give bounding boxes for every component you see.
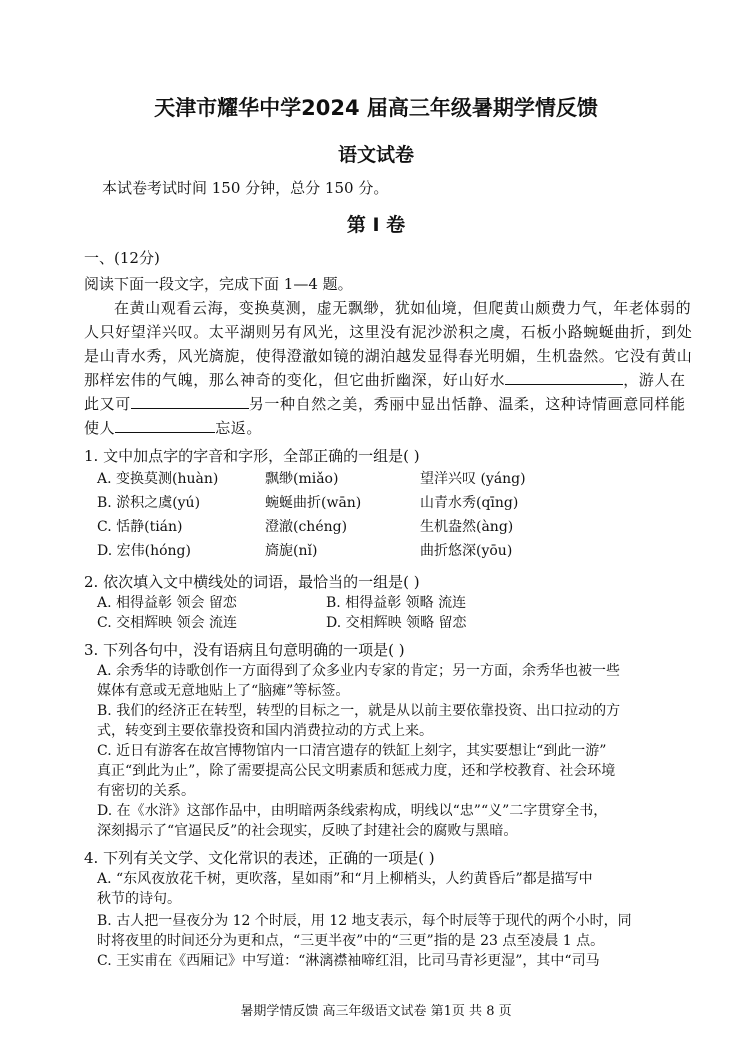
q1-option-d-2: 旖旎(nǐ) <box>265 543 318 559</box>
fill-blank <box>115 418 215 433</box>
q1-option-d-1: D. 宏伟(hóng) <box>97 543 191 559</box>
question-1-stem: 1. 文中加点字的字音和字形，全部正确的一组是( ) <box>84 447 420 465</box>
section-heading: 一、(12分) <box>84 249 160 267</box>
q3-line: C. 近日有游客在故宫博物馆内一口清宫遗存的铁缸上刻字，其实要想让“到此一游” <box>97 743 607 759</box>
q3-line: 媒体有意或无意地贴上了“脑瘫”等标签。 <box>97 683 350 699</box>
q4-line: B. 古人把一昼夜分为 12 个时辰，用 12 地支表示，每个时辰等于现代的两个小时，同 <box>97 913 632 929</box>
passage-text: 那样宏伟的气魄，那么神奇的变化，但它曲折幽深，好山好水 <box>84 371 506 389</box>
question-2-stem: 2. 依次填入文中横线处的词语，最恰当的一组是( ) <box>84 573 420 591</box>
q2-option-b: B. 相得益彰 领略 流连 <box>326 595 467 611</box>
page-footer: 暑期学情反馈 高三年级语文试卷 第1页 共 8 页 <box>240 1004 512 1019</box>
q3-line: B. 我们的经济正在转型，转型的目标之一，就是从以前主要依靠投资、出口拉动的方 <box>97 703 621 719</box>
q1-option-b-2: 蜿蜒曲折(wān) <box>265 495 362 511</box>
passage-text: ，游人在 <box>623 371 686 389</box>
q2-option-a: A. 相得益彰 领会 留恋 <box>97 595 237 611</box>
passage-line <box>84 370 686 390</box>
question-4-stem: 4. 下列有关文学、文化常识的表述，正确的一项是( ) <box>84 849 435 867</box>
q1-option-d-3: 曲折悠深(yōu) <box>420 543 513 559</box>
fill-blank <box>131 394 249 409</box>
q4-line: 时将夜里的时间还分为更和点，“三更半夜”中的“三更”指的是 23 点至凌晨 1 点。 <box>97 933 605 949</box>
q1-option-b-3: 山青水秀(qīng) <box>420 495 519 511</box>
q1-option-b-1: B. 淤积之虞(yú) <box>97 495 201 511</box>
passage-text: 使人 <box>84 419 116 437</box>
q1-option-a-3: 望洋兴叹 (yáng) <box>420 471 526 487</box>
passage-text: 此又可 <box>84 395 131 413</box>
q2-option-d: D. 交相辉映 领略 留恋 <box>326 615 467 631</box>
q3-line: 有密切的关系。 <box>97 783 195 799</box>
passage-line <box>84 418 262 438</box>
q1-option-c-1: C. 恬静(tián) <box>97 519 183 535</box>
q1-option-c-3: 生机盎然(àng) <box>420 519 514 535</box>
q3-line: 式，转变到主要依靠投资和国内消费拉动的方式上来。 <box>97 723 433 739</box>
q4-line: A. “东风夜放花千树，更吹落，星如雨”和“月上柳梢头，人约黄昏后”都是描写中 <box>97 871 593 887</box>
q2-option-c: C. 交相辉映 领会 流连 <box>97 615 238 631</box>
passage-text: 忘返。 <box>215 419 263 437</box>
q1-option-a-2: 飘缈(miǎo) <box>265 471 339 487</box>
exam-subject: 语文试卷 <box>337 144 414 166</box>
q1-option-c-2: 澄澈(chéng) <box>265 519 348 535</box>
q4-line: 秋节的诗句。 <box>97 891 181 907</box>
part-heading: 第 Ⅰ 卷 <box>346 214 406 236</box>
passage-line: 人只好望洋兴叹。太平湖则另有风光，这里没有泥沙淤积之虞，石板小路蜿蜒曲折，到处 <box>84 323 693 341</box>
q3-line: 真正“到此为止”，除了需要提高公民文明素质和惩戒力度，还和学校教育、社会环境 <box>97 763 616 779</box>
passage-line: 在黄山观看云海，变换莫测，虚无飘缈，犹如仙境，但爬黄山颇费力气，年老体弱的 <box>114 299 692 317</box>
passage-line: 是山青水秀，风光旖旎，使得澄澈如镜的湖泊越发显得春光明媚，生机盎然。它没有黄山 <box>84 347 693 365</box>
question-3-stem: 3. 下列各句中，没有语病且句意明确的一项是( ) <box>84 641 405 659</box>
q4-line: C. 王实甫在《西厢记》中写道：“淋漓襟袖啼红泪，比司马青衫更湿”，其中“司马 <box>97 953 600 969</box>
exam-info: 本试卷考试时间 150 分钟，总分 150 分。 <box>102 179 389 197</box>
exam-title: 天津市耀华中学2024 届高三年级暑期学情反馈 <box>154 96 598 120</box>
passage-line <box>84 394 686 414</box>
q3-line: 深刻揭示了“官逼民反”的社会现实，反映了封建社会的腐败与黑暗。 <box>97 823 518 839</box>
q3-line: D. 在《水浒》这部作品中，由明暗两条线索构成，明线以“忠”“义”二字贯穿全书， <box>97 803 608 819</box>
passage-text: 另一种自然之美，秀丽中显出恬静、温柔，这种诗情画意同样能 <box>248 395 686 413</box>
fill-blank <box>505 370 623 385</box>
q3-line: A. 余秀华的诗歌创作一方面得到了众多业内专家的肯定；另一方面，余秀华也被一些 <box>97 663 621 679</box>
q1-option-a-1: A. 变换莫测(huàn) <box>97 471 219 487</box>
section-instruction: 阅读下面一段文字，完成下面 1—4 题。 <box>84 275 353 293</box>
